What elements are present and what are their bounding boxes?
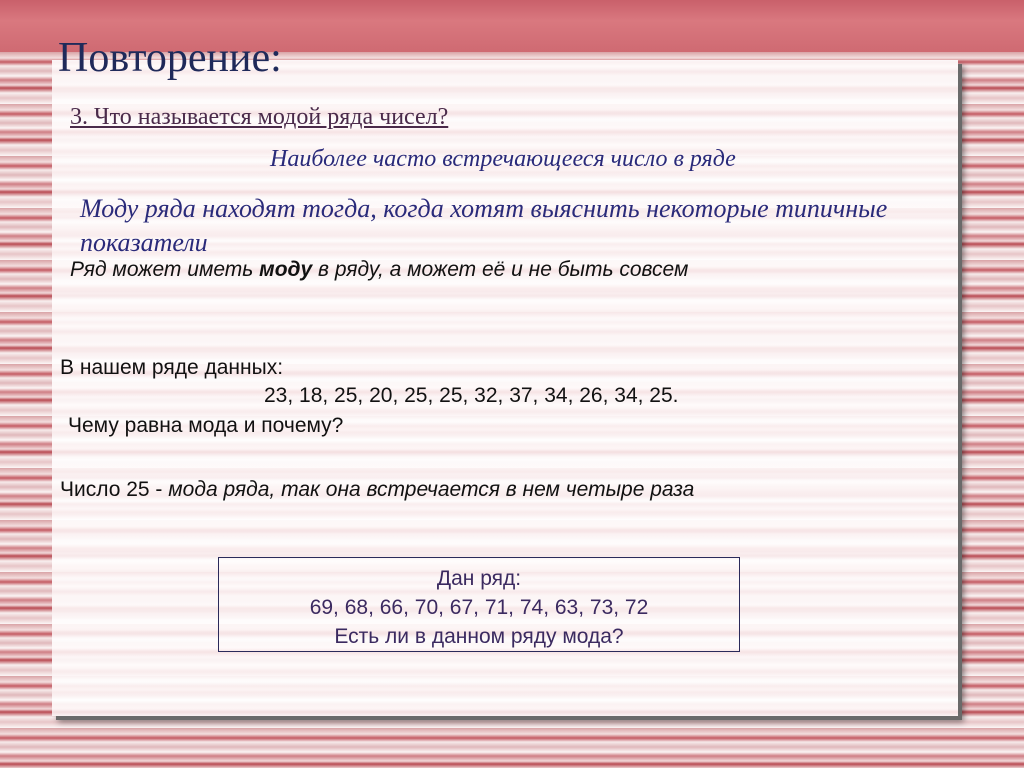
- mode-note: [70, 258, 688, 282]
- note-after: в ряду, а может её и не быть совсем: [312, 258, 689, 281]
- question-text: 3. Что называется модой ряда чисел?: [70, 104, 449, 130]
- task-line-3: Есть ли в данном ряду мода?: [334, 625, 624, 648]
- note-before: Ряд может иметь: [70, 258, 260, 281]
- task-line-1: Дан ряд:: [436, 567, 522, 590]
- answer-explanation: мода ряда, так она встречается в нем четыре раза: [168, 478, 695, 501]
- slide-title: Повторение:: [58, 35, 282, 81]
- answer-definition: Наиболее часто встречающееся число в ряде: [270, 146, 736, 172]
- note-bold-word: моду: [259, 258, 313, 281]
- task-line-2: 69, 68, 66, 70, 67, 71, 74, 63, 73, 72: [309, 596, 649, 619]
- example-answer: [60, 478, 694, 502]
- task-box: [218, 557, 740, 652]
- example-values: 23, 18, 25, 20, 25, 25, 32, 37, 34, 26, 34, 25.: [264, 384, 679, 407]
- example-intro: В нашем ряде данных:: [60, 356, 284, 379]
- answer-usage: Моду ряда находят тогда, когда хотят выяснить некоторые типичные показатели: [80, 194, 888, 257]
- answer-number: Число 25 -: [60, 478, 169, 501]
- example-question: Чему равна мода и почему?: [68, 414, 344, 437]
